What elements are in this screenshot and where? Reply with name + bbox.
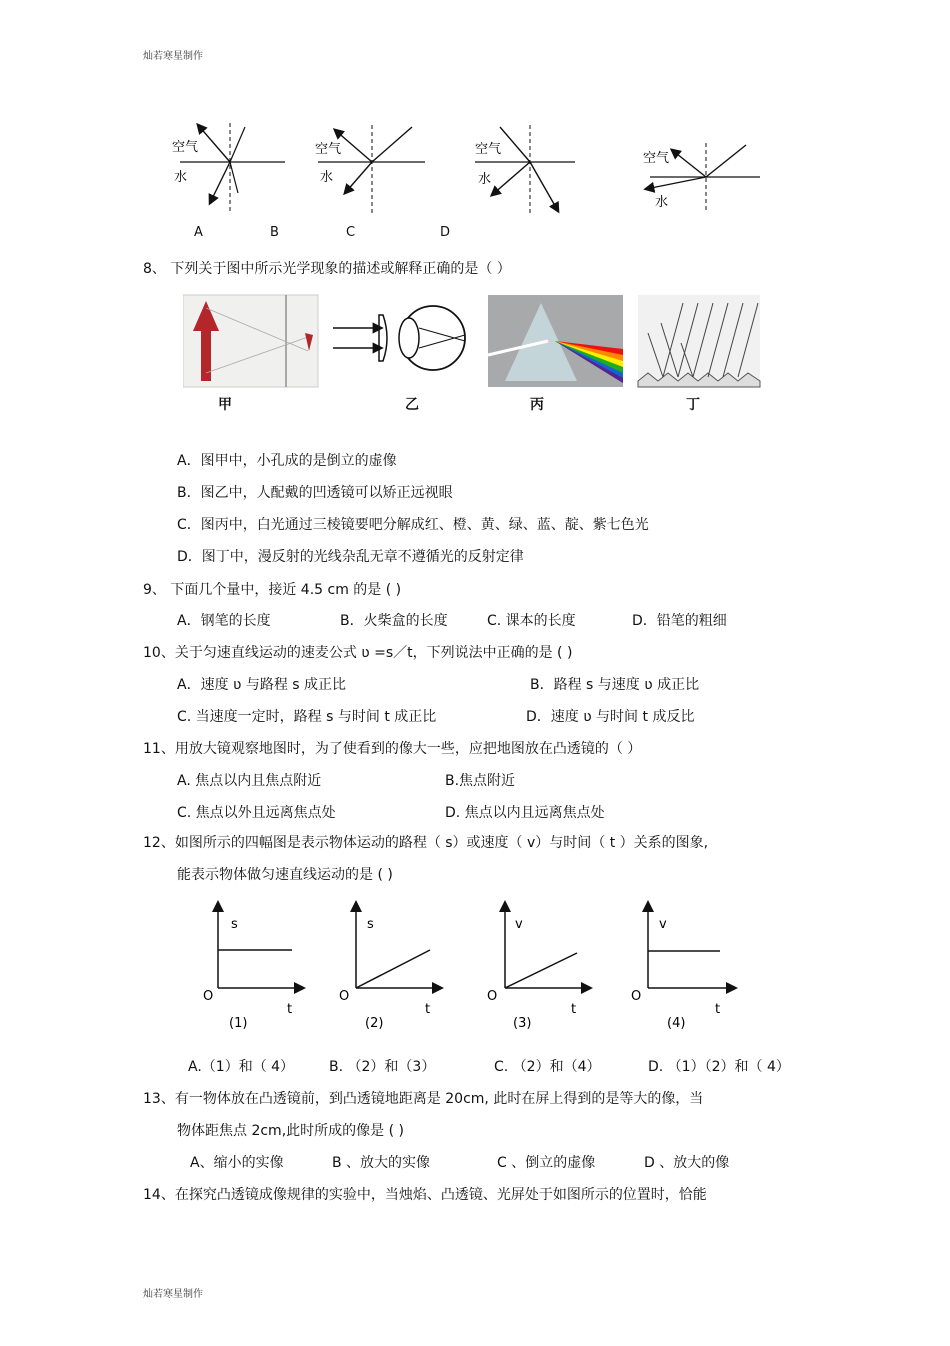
q10-option-b: B．路程 s 与速度 ʋ 成正比 (530, 677, 700, 693)
q7-label-c: C (346, 225, 356, 240)
q7-d-air-label: 空气 (643, 151, 670, 166)
q7-refraction-figures (150, 115, 790, 225)
q8-option-b: B．图乙中，人配戴的凹透镜可以矫正远视眼 (177, 485, 453, 501)
q9-option-d: D．铅笔的粗细 (632, 613, 727, 629)
q12-g3-xlabel: t (571, 1002, 577, 1017)
q12-g4-xlabel: t (715, 1002, 721, 1017)
q10-option-a: A．速度 ʋ 与路程 s 成正比 (177, 677, 347, 693)
page-header: 灿若寒星制作 (143, 51, 203, 62)
q7-label-d: D (440, 225, 451, 240)
q12-g1-xlabel: t (287, 1002, 293, 1017)
q12-stem-line2: 能表示物体做匀速直线运动的是 ( ) (177, 867, 393, 883)
q13-option-d: D 、放大的像 (644, 1155, 730, 1171)
q7-a-water-label: 水 (174, 170, 188, 185)
q12-g2-xlabel: t (425, 1002, 431, 1017)
q7-figure-d (643, 143, 760, 213)
q7-c-air-label: 空气 (475, 142, 502, 157)
q8-figure-bing (488, 295, 623, 387)
q7-d-water-label: 水 (655, 195, 669, 210)
q10-option-c: C. 当速度一定时，路程 s 与时间 t 成正比 (177, 709, 437, 725)
q8-label-ding: 丁 (686, 397, 700, 413)
q8-option-a: A．图甲中，小孔成的是倒立的虚像 (177, 453, 397, 469)
q8-figure-yi (333, 306, 465, 370)
q12-option-a: A.（1）和（ 4） (188, 1059, 295, 1075)
q8-figure-jia (183, 295, 318, 387)
q8-label-jia: 甲 (218, 397, 232, 413)
q12-graph-1 (203, 903, 303, 1031)
q11-stem: 11、用放大镜观察地图时，为了使看到的像大一些，应把地图放在凸透镜的（ ） (143, 741, 642, 757)
q8-figure-ding (638, 295, 760, 387)
q13-stem-line2: 物体距焦点 2cm,此时所成的像是 ( ) (177, 1123, 404, 1139)
q8-option-d: D．图丁中，漫反射的光线杂乱无章不遵循光的反射定律 (177, 549, 524, 565)
q12-graph-4 (631, 903, 735, 1031)
q12-g2-caption: (2) (365, 1016, 384, 1031)
q12-g3-caption: (3) (513, 1016, 532, 1031)
q10-option-d: D．速度 ʋ 与时间 t 成反比 (526, 709, 695, 725)
q12-option-b: B. （2）和（3） (329, 1059, 436, 1075)
q12-graph-2 (339, 903, 441, 1031)
q8-stem: 8、 下列关于图中所示光学现象的描述或解释正确的是（ ） (143, 261, 511, 277)
q7-label-a: A (194, 225, 203, 240)
q12-g4-origin: O (631, 989, 642, 1004)
q12-g1-ylabel: s (231, 917, 238, 932)
q12-stem-line1: 12、如图所示的四幅图是表示物体运动的路程（ s）或速度（ v）与时间（ t ）关系的图象, (143, 835, 709, 851)
q11-option-c: C. 焦点以外且远离焦点处 (177, 805, 336, 821)
q12-option-c: C. （2）和（4） (494, 1059, 601, 1075)
q8-option-c: C．图丙中，白光通过三棱镜要吧分解成红、橙、黄、绿、蓝、靛、紫七色光 (177, 517, 649, 533)
q8-figures (183, 293, 763, 418)
q7-b-water-label: 水 (320, 170, 334, 185)
q7-figure-a (172, 123, 285, 213)
q12-g3-ylabel: v (515, 917, 523, 932)
q13-option-a: A、缩小的实像 (190, 1155, 284, 1171)
q12-g3-origin: O (487, 989, 498, 1004)
q9-stem: 9、 下面几个量中，接近 4.5 cm 的是 ( ) (143, 582, 402, 598)
q13-option-b: B 、放大的实像 (332, 1155, 431, 1171)
q12-g2-ylabel: s (367, 917, 374, 932)
q11-option-a: A. 焦点以内且焦点附近 (177, 773, 322, 789)
q12-option-d: D. （1）（2）和（ 4） (648, 1059, 790, 1075)
q12-g2-origin: O (339, 989, 350, 1004)
q13-option-c: C 、倒立的虚像 (497, 1155, 596, 1171)
q7-label-b: B (270, 225, 279, 240)
q14-stem: 14、在探究凸透镜成像规律的实验中，当烛焰、凸透镜、光屏处于如图所示的位置时，恰能 (143, 1187, 707, 1203)
q8-label-yi: 乙 (405, 397, 419, 413)
q7-a-air-label: 空气 (172, 140, 199, 155)
q7-figure-c (475, 125, 575, 213)
q11-option-d: D. 焦点以内且远离焦点处 (445, 805, 605, 821)
q12-graph-3 (487, 903, 590, 1031)
q7-figure-b (315, 125, 425, 215)
q12-graphs (195, 898, 755, 1043)
q7-c-water-label: 水 (478, 172, 492, 187)
q12-g1-origin: O (203, 989, 214, 1004)
q8-label-bing: 丙 (530, 397, 544, 413)
q13-stem-line1: 13、有一物体放在凸透镜前，到凸透镜地距离是 20cm, 此时在屏上得到的是等大的像，当 (143, 1091, 704, 1107)
q12-g1-caption: (1) (229, 1016, 248, 1031)
q7-b-air-label: 空气 (315, 142, 342, 157)
q9-option-c: C. 课本的长度 (487, 613, 576, 629)
q12-g4-ylabel: v (659, 917, 667, 932)
q9-option-b: B．火柴盒的长度 (340, 613, 448, 629)
q12-g4-caption: (4) (667, 1016, 686, 1031)
q10-stem: 10、关于匀速直线运动的速麦公式 ʋ =s／t，下列说法中正确的是 ( ) (143, 645, 573, 661)
q11-option-b: B.焦点附近 (445, 773, 516, 789)
q9-option-a: A．钢笔的长度 (177, 613, 271, 629)
page-footer: 灿若寒星制作 (143, 1289, 203, 1300)
